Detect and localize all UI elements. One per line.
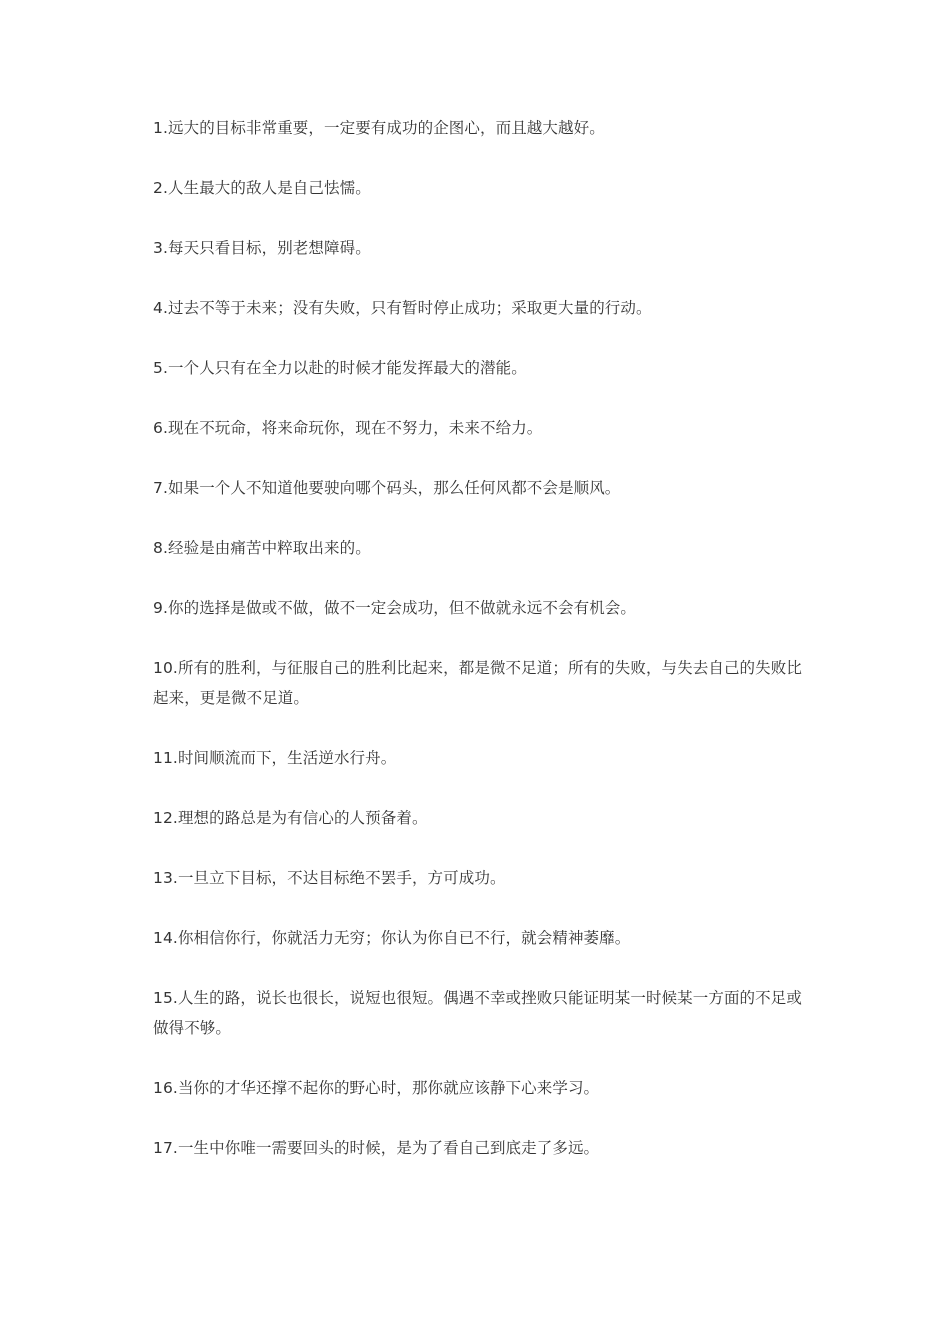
list-item: 3.每天只看目标，别老想障碍。 <box>153 239 371 257</box>
list-item: 1.远大的目标非常重要，一定要有成功的企图心，而且越大越好。 <box>153 119 605 137</box>
list-item: 12.理想的路总是为有信心的人预备着。 <box>153 809 428 827</box>
list-item: 2.人生最大的敌人是自己怯懦。 <box>153 179 371 197</box>
list-item: 5.一个人只有在全力以赴的时候才能发挥最大的潜能。 <box>153 359 527 377</box>
list-item: 4.过去不等于未来；没有失败，只有暂时停止成功；采取更大量的行动。 <box>153 299 652 317</box>
quote-list <box>153 113 803 1193</box>
list-item: 13.一旦立下目标，不达目标绝不罢手，方可成功。 <box>153 869 506 887</box>
list-item: 16.当你的才华还撑不起你的野心时，那你就应该静下心来学习。 <box>153 1079 600 1097</box>
list-item: 11.时间顺流而下，生活逆水行舟。 <box>153 749 397 767</box>
list-item: 7.如果一个人不知道他要驶向哪个码头，那么任何风都不会是顺风。 <box>153 479 621 497</box>
list-item: 9.你的选择是做或不做，做不一定会成功，但不做就永远不会有机会。 <box>153 599 636 617</box>
list-item: 8.经验是由痛苦中粹取出来的。 <box>153 539 371 557</box>
list-item: 14.你相信你行，你就活力无穷；你认为你自已不行，就会精神萎靡。 <box>153 929 631 947</box>
list-item: 15.人生的路，说长也很长，说短也很短。偶遇不幸或挫败只能证明某一时候某一方面的不足或做得不够。 <box>153 989 802 1037</box>
list-item: 6.现在不玩命，将来命玩你，现在不努力，未来不给力。 <box>153 419 543 437</box>
list-item: 17.一生中你唯一需要回头的时候，是为了看自己到底走了多远。 <box>153 1139 600 1157</box>
list-item: 10.所有的胜利，与征服自己的胜利比起来，都是微不足道；所有的失败，与失去自己的失败比起来，更是微不足道。 <box>153 659 802 707</box>
